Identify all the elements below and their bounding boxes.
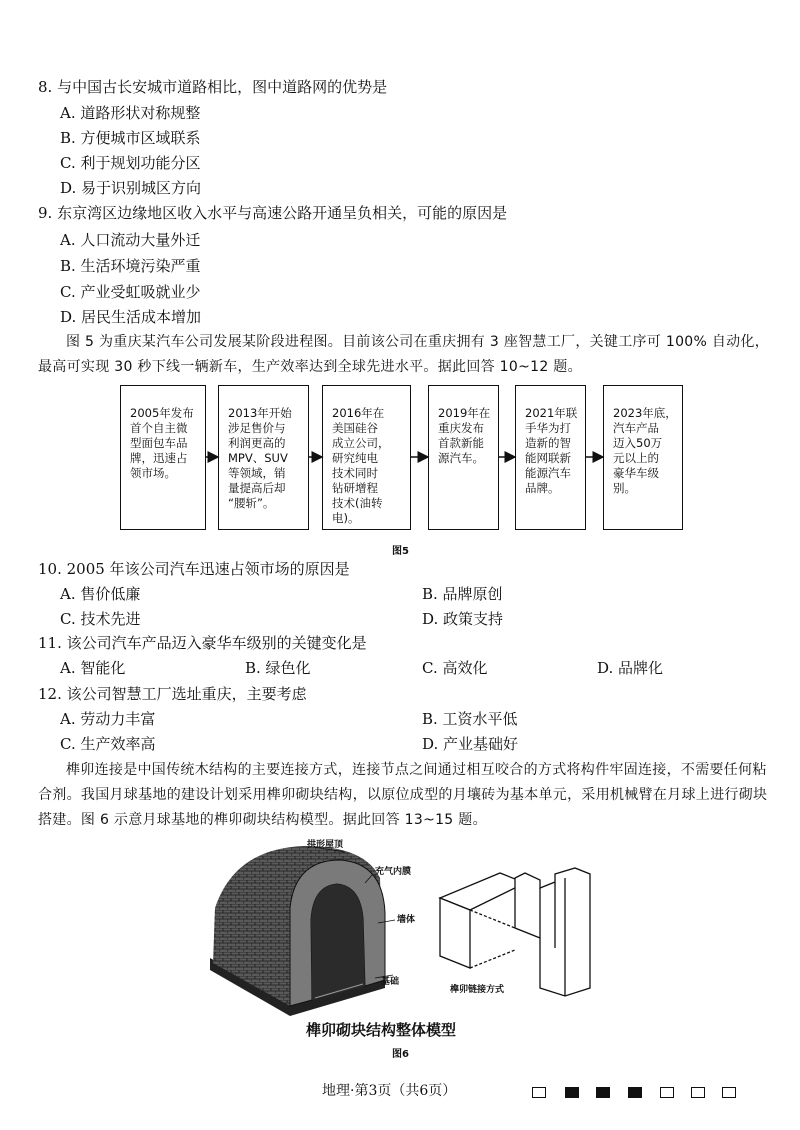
question-11-option-d: D. 品牌化 xyxy=(597,659,664,677)
label-foundation: 基础 xyxy=(381,977,400,987)
question-12-option-b: B. 工资水平低 xyxy=(422,710,518,728)
figure-6-title: 榫卯砌块结构整体模型 xyxy=(306,1021,457,1039)
question-12-stem: 12. 该公司智慧工厂选址重庆，主要考虑 xyxy=(38,685,307,703)
question-9-option-b: B. 生活环境污染严重 xyxy=(60,257,201,275)
question-9-option-c: C. 产业受虹吸就业少 xyxy=(60,283,201,301)
page-mark xyxy=(691,1087,705,1098)
question-9-option-d: D. 居民生活成本增加 xyxy=(60,308,202,326)
arch-model xyxy=(210,846,385,1016)
label-joint-method: 榫卯链接方式 xyxy=(450,985,505,995)
label-wall: 墙体 xyxy=(397,915,416,925)
question-8-option-b: B. 方便城市区域联系 xyxy=(60,129,201,147)
page-mark xyxy=(532,1087,546,1098)
page-mark xyxy=(722,1087,736,1098)
flow-box-2023: 2023年底， 汽车产品 迈入50万 元以上的 豪华车级 别。 xyxy=(603,385,683,530)
figure-6-illustration xyxy=(195,838,615,1018)
question-8-option-c: C. 利于规划功能分区 xyxy=(60,154,201,172)
mortise-tenon-joint xyxy=(440,868,590,996)
question-10-option-c: C. 技术先进 xyxy=(60,610,141,628)
question-12-option-a: A. 劳动力丰富 xyxy=(60,710,156,728)
question-9-stem: 9. 东京湾区边缘地区收入水平与高速公路开通呈负相关，可能的原因是 xyxy=(38,204,508,222)
page-mark xyxy=(628,1087,642,1098)
flow-box-2013: 2013年开始 涉足售价与 利润更高的 MPV、SUV 等领域，销 量提高后却 “腰斩”。 xyxy=(218,385,309,530)
question-8-option-a: A. 道路形状对称规整 xyxy=(60,104,201,122)
intro-10-12: 图 5 为重庆某汽车公司发展某阶段进程图。目前该公司在重庆拥有 3 座智慧工厂，关键工序可 100% 自动化，最高可实现 30 秒下线一辆新车，生产效率达到全球先进水平。据此回答 10~12 题。 xyxy=(38,334,770,375)
label-arch-roof: 拱形屋顶 xyxy=(307,840,344,850)
question-10-option-b: B. 品牌原创 xyxy=(422,585,503,603)
question-11-option-c: C. 高效化 xyxy=(422,659,488,677)
figure-6-caption: 图6 xyxy=(392,1049,409,1060)
label-inflatable-membrane: 充气内膜 xyxy=(375,867,412,877)
question-8-stem: 8. 与中国古长安城市道路相比，图中道路网的优势是 xyxy=(38,78,388,96)
question-11-option-b: B. 绿色化 xyxy=(245,659,311,677)
flow-box-2005: 2005年发布 首个自主微 型面包车品 牌，迅速占 领市场。 xyxy=(120,385,206,530)
question-9-option-a: A. 人口流动大量外迁 xyxy=(60,231,201,249)
page-mark xyxy=(596,1087,610,1098)
intro-13-15: 榫卯连接是中国传统木结构的主要连接方式，连接节点之间通过相互咬合的方式将构件牢固连接，不需要任何粘合剂。我国月球基地的建设计划采用榫卯砌块结构，以原位成型的月壤砖为基本单元，采用机械臂在月球上进行砌块搭建。图 6 示意月球基地的榫卯砌块结构模型。据此回答 13~15 题。 xyxy=(38,762,768,828)
flow-box-2021: 2021年联 手华为打 造新的智 能网联新 能源汽车 品牌。 xyxy=(515,385,586,530)
page-mark xyxy=(660,1087,674,1098)
flow-box-2019: 2019年在 重庆发布 首款新能 源汽车。 xyxy=(428,385,499,530)
question-12-option-c: C. 生产效率高 xyxy=(60,735,156,753)
figure-5-caption: 图5 xyxy=(392,546,409,557)
flow-box-2016: 2016年在 美国硅谷 成立公司， 研究纯电 技术同时 钻研增程 技术(油转 电)。 xyxy=(322,385,411,530)
question-10-option-d: D. 政策支持 xyxy=(422,610,504,628)
question-10-stem: 10. 2005 年该公司汽车迅速占领市场的原因是 xyxy=(38,560,350,578)
page-mark xyxy=(565,1087,579,1098)
question-11-stem: 11. 该公司汽车产品迈入豪华车级别的关键变化是 xyxy=(38,634,367,652)
question-12-option-d: D. 产业基础好 xyxy=(422,735,519,753)
question-8-option-d: D. 易于识别城区方向 xyxy=(60,179,202,197)
page-footer: 地理·第3页（共6页） xyxy=(322,1083,457,1099)
question-10-option-a: A. 售价低廉 xyxy=(60,585,141,603)
question-11-option-a: A. 智能化 xyxy=(60,659,126,677)
